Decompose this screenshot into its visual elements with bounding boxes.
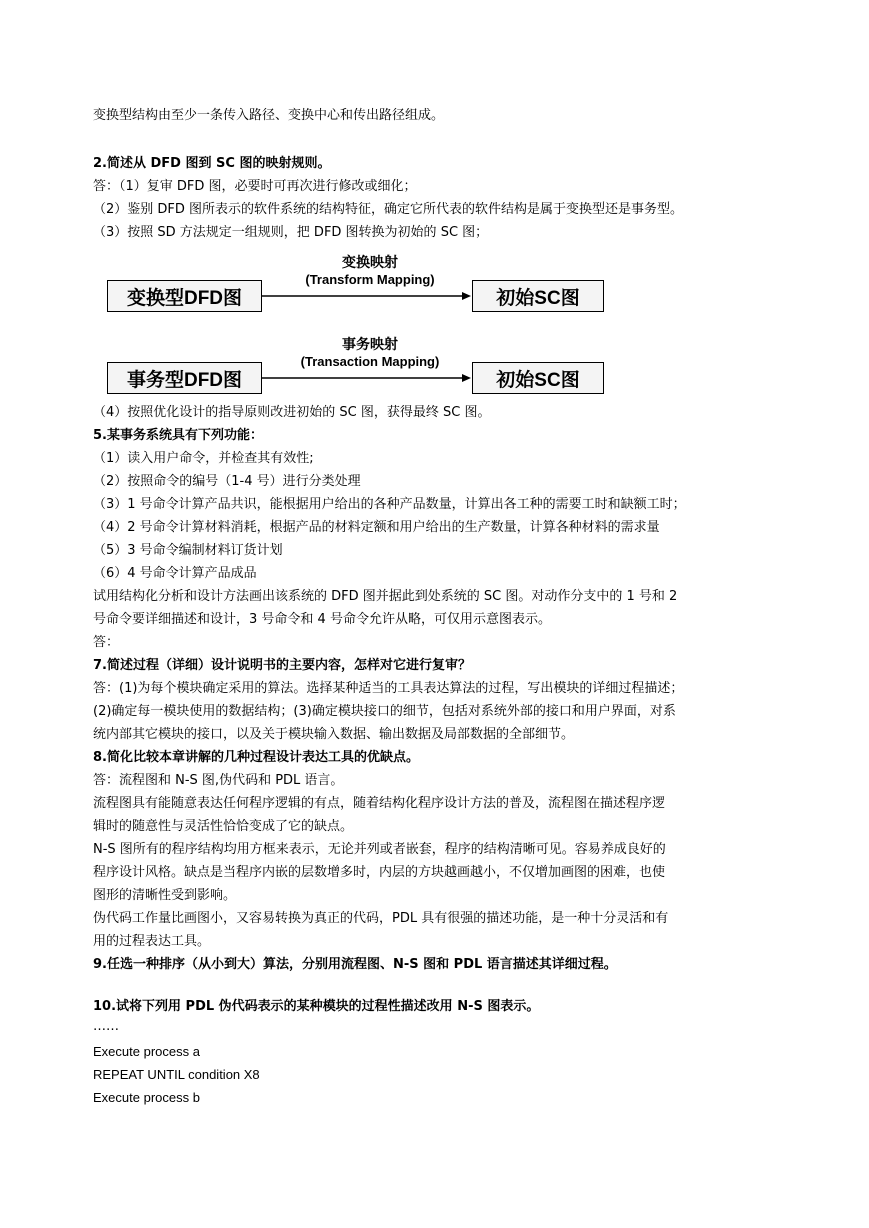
question-5-answer: 答：	[93, 635, 120, 650]
answer-2-step-2: （2）鉴别 DFD 图所表示的软件系统的结构特征，确定它所代表的软件结构是属于变换型还是事务型。	[93, 202, 684, 217]
question-5-task-line-2: 号命令要详细描述和设计，3 号命令和 4 号命令允许从略，可仅用示意图表示。	[93, 612, 551, 627]
transform-dfd-box: 变换型DFD图	[107, 280, 262, 312]
question-5-function-2: （2）按照命令的编号（1-4 号）进行分类处理	[93, 474, 361, 489]
initial-sc-box-1: 初始SC图	[472, 280, 604, 312]
answer-8-line-7: 伪代码工作量比画图小，又容易转换为真正的代码，PDL 具有很强的描述功能，是一种十分灵活和有	[93, 911, 669, 926]
answer-7-line-3: 统内部其它模块的接口，以及关于模块输入数据、输出数据及局部数据的全部细节。	[93, 727, 575, 742]
answer-8-line-4: N-S 图所有的程序结构均用方框来表示，无论并列或者嵌套，程序的结构清晰可见。容易养成良好的	[93, 842, 666, 857]
question-8-title: 8.简化比较本章讲解的几种过程设计表达工具的优缺点。	[93, 750, 419, 765]
answer-8-line-2: 流程图具有能随意表达任何程序逻辑的有点，随着结构化程序设计方法的普及，流程图在描述程序逻	[93, 796, 666, 811]
answer-2-step-4: （4）按照优化设计的指导原则改进初始的 SC 图，获得最终 SC 图。	[93, 405, 491, 420]
question-9-title: 9.任选一种排序（从小到大）算法，分别用流程图、N-S 图和 PDL 语言描述其详细过程。	[93, 957, 617, 972]
initial-sc-box-2: 初始SC图	[472, 362, 604, 394]
answer-8-line-5: 程序设计风格。缺点是当程序内嵌的层数增多时，内层的方块越画越小，不仅增加画图的困难，也使	[93, 865, 666, 880]
question-5-function-5: （5）3 号命令编制材料订货计划	[93, 543, 283, 558]
question-7-title: 7.简述过程（详细）设计说明书的主要内容，怎样对它进行复审？	[93, 658, 471, 673]
answer-8-line-6: 图形的清晰性受到影响。	[93, 888, 237, 903]
answer-2-step-3: （3）按照 SD 方法规定一组规则，把 DFD 图转换为初始的 SC 图；	[93, 225, 489, 240]
transform-mapping-diagram	[100, 252, 620, 324]
paragraph-transform-structure: 变换型结构由至少一条传入路径、变换中心和传出路径组成。	[93, 108, 445, 123]
transform-arrow-icon	[262, 292, 472, 302]
answer-2-step-1: 答：（1）复审 DFD 图，必要时可再次进行修改或细化；	[93, 179, 417, 194]
answer-8-line-1: 答：流程图和 N-S 图,伪代码和 PDL 语言。	[93, 773, 344, 788]
transform-mapping-subtitle: (Transform Mapping)	[305, 272, 435, 287]
transaction-arrow-icon	[262, 374, 472, 384]
answer-8-line-8: 用的过程表达工具。	[93, 934, 211, 949]
question-5-function-3: （3）1 号命令计算产品共识，能根据用户给出的各种产品数量，计算出各工种的需要工时和缺额工时；	[93, 497, 686, 512]
code-ellipsis: ……	[93, 1019, 119, 1034]
code-line-1: Execute process a	[93, 1044, 200, 1059]
transaction-mapping-title: 事务映射	[342, 336, 398, 352]
transaction-mapping-diagram	[100, 334, 620, 406]
answer-8-line-3: 辑时的随意性与灵活性恰恰变成了它的缺点。	[93, 819, 354, 834]
question-2-title: 2.简述从 DFD 图到 SC 图的映射规则。	[93, 156, 331, 171]
question-5-function-1: （1）读入用户命令，并检查其有效性;	[93, 451, 314, 466]
question-5-title: 5.某事务系统具有下列功能：	[93, 428, 263, 443]
question-5-function-4: （4）2 号命令计算材料消耗，根据产品的材料定额和用户给出的生产数量，计算各种材料的需求量	[93, 520, 660, 535]
transaction-dfd-box: 事务型DFD图	[107, 362, 262, 394]
question-5-function-6: （6）4 号命令计算产品成品	[93, 566, 257, 581]
transform-mapping-title: 变换映射	[342, 254, 398, 270]
code-line-3: Execute process b	[93, 1090, 200, 1105]
answer-7-line-1: 答：(1)为每个模块确定采用的算法。选择某种适当的工具表达算法的过程，写出模块的详细过程描述；	[93, 681, 684, 696]
code-line-2: REPEAT UNTIL condition X8	[93, 1067, 260, 1082]
answer-7-line-2: (2)确定每一模块使用的数据结构；(3)确定模块接口的细节，包括对系统外部的接口和用户界面，对系	[93, 704, 676, 719]
question-5-task-line-1: 试用结构化分析和设计方法画出该系统的 DFD 图并据此到处系统的 SC 图。对动作分支中的 1 号和 2	[93, 589, 678, 604]
question-10-title: 10.试将下列用 PDL 伪代码表示的某种模块的过程性描述改用 N-S 图表示。	[93, 999, 540, 1014]
transaction-mapping-subtitle: (Transaction Mapping)	[300, 354, 440, 369]
